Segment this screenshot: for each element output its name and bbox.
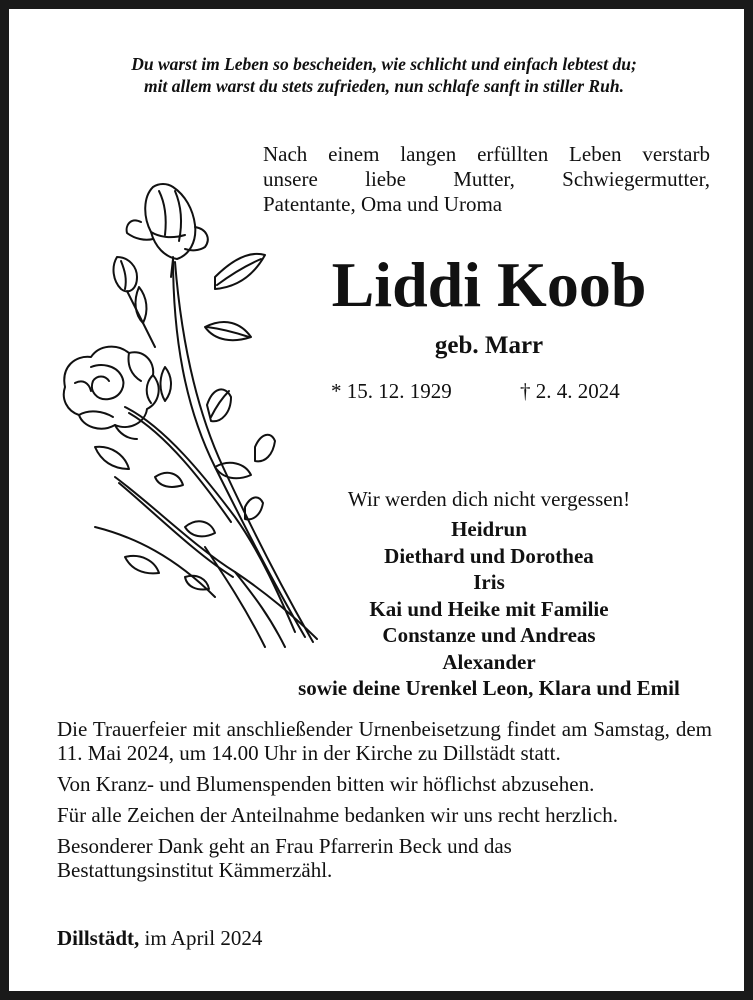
- maiden-name: geb. Marr: [434, 332, 544, 359]
- special-thanks-line-2: Bestattungsinstitut Kämmerzähl.: [57, 858, 333, 882]
- mourner-item: Heidrun: [451, 517, 527, 541]
- flowers-notice: Von Kranz- und Blumenspenden bitten wir höflichst abzusehen.: [57, 772, 595, 796]
- memorial-poem: [39, 53, 729, 97]
- funeral-details: Die Trauerfeier mit anschließender Urnenbeisetzung findet am Samstag, dem 11. Mai 2024, um 14.00 Uhr in der Kirche zu Dillstädt statt.: [57, 717, 712, 765]
- mourner-item: Constanze und Andreas: [382, 623, 596, 647]
- deceased-name: Liddi Koob: [331, 249, 647, 320]
- intro-line-2: unsere liebe Mutter, Schwiegermutter,: [263, 167, 710, 191]
- closing-date: im April 2024: [144, 926, 263, 950]
- mourner-item: Alexander: [442, 649, 536, 674]
- poem-line-2: mit allem warst du stets zufrieden, nun schlafe sanft in stiller Ruh.: [144, 76, 624, 96]
- mourners-list: [254, 516, 724, 702]
- birth-date: * 15. 12. 1929: [331, 379, 452, 403]
- mourner-item: Iris: [473, 570, 505, 594]
- intro-line-3: Patentante, Oma und Uroma: [263, 192, 503, 216]
- intro-line-1: Nach einem langen erfüllten Leben verstarb: [263, 142, 710, 166]
- closing-place: Dillstädt,: [57, 926, 140, 950]
- motto: Wir werden dich nicht vergessen!: [347, 487, 631, 511]
- mourner-item: Kai und Heike mit Familie: [369, 596, 609, 621]
- special-thanks-line-1: Besonderer Dank geht an Frau Pfarrerin Beck und das: [57, 834, 512, 858]
- mourner-item: sowie deine Urenkel Leon, Klara und Emil: [298, 676, 680, 700]
- mourner-item: Diethard und Dorothea: [384, 543, 594, 568]
- closing-line: [57, 926, 712, 950]
- special-thanks: [57, 834, 712, 882]
- funeral-notices: [57, 717, 712, 889]
- death-date: † 2. 4. 2024: [520, 379, 620, 403]
- thanks-notice: Für alle Zeichen der Anteilnahme bedanken wir uns recht herzlich.: [57, 803, 618, 827]
- poem-line-1: Du warst im Leben so bescheiden, wie schlicht und einfach lebtest du;: [131, 54, 637, 74]
